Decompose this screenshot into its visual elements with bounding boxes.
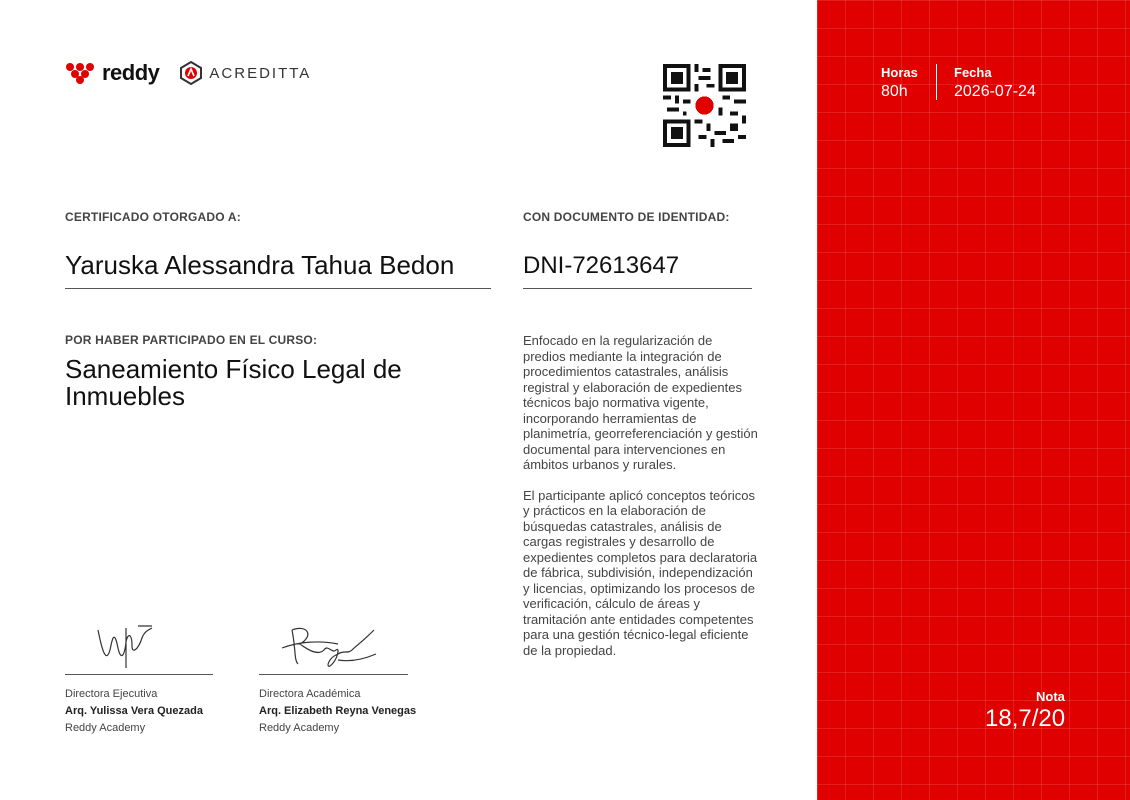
- description-paragraph-1: Enfocado en la regularización de predios mediante la integración de procedimientos catastrales, análisis registral y elaboración de expedientes técnicos bajo normativa vigente, incorporando herramientas de planimetría, georreferenciación y gestión documental para intervenciones en ámbitos urbanos y rurales.: [523, 333, 758, 472]
- signature-block-2: [259, 686, 416, 737]
- hours-value: 80h: [881, 83, 908, 100]
- hours-label: Horas: [881, 65, 918, 80]
- grade-label: Nota: [1036, 689, 1065, 704]
- signature-org-2: Reddy Academy: [259, 722, 340, 734]
- acreditta-logo-text: ACREDITTA: [209, 64, 312, 82]
- document-underline: [523, 288, 752, 289]
- signature-role-1: Directora Ejecutiva: [65, 688, 158, 700]
- course-label: POR HABER PARTICIPADO EN EL CURSO:: [65, 333, 318, 347]
- signature-name-1: Arq. Yulissa Vera Quezada: [65, 705, 203, 717]
- reddy-logo-text: reddy: [102, 60, 160, 85]
- signature-line-2: [259, 674, 408, 675]
- signature-org-1: Reddy Academy: [65, 722, 146, 734]
- acreditta-logo: [179, 61, 311, 85]
- document-value: DNI-72613647: [523, 252, 680, 279]
- grade-value: 18,7/20: [985, 705, 1066, 732]
- date-value: 2026-07-24: [954, 83, 1036, 100]
- course-description: [523, 333, 758, 673]
- reddy-logo-icon: [64, 61, 96, 85]
- course-title: [65, 356, 485, 410]
- signature-image-2: [278, 620, 380, 672]
- date-label: Fecha: [954, 65, 992, 80]
- logo-bar: [64, 60, 311, 86]
- signature-name-2: Arq. Elizabeth Reyna Venegas: [259, 705, 417, 717]
- signature-image-1: [92, 620, 162, 672]
- recipient-name: Yaruska Alessandra Tahua Bedon: [65, 250, 455, 280]
- acreditta-logo-icon: [179, 61, 203, 85]
- description-paragraph-2: El participante aplicó conceptos teóricos y prácticos en la elaboración de búsquedas catastrales, análisis de cargas registrales y desarrollo de expedientes completos para declaratoria de fábrica, subdivisión, independización y licencias, optimizando los procesos de verificación, cálculo de áreas y tramitación ante entidades competentes para una gestión técnico-legal eficiente de la propiedad.: [523, 487, 758, 658]
- course-title-line1: Saneamiento Físico Legal de: [65, 354, 402, 384]
- course-title-line2: Inmuebles: [65, 381, 185, 411]
- side-panel: [817, 0, 1130, 800]
- document-label: CON DOCUMENTO DE IDENTIDAD:: [523, 210, 730, 224]
- signature-line-1: [65, 674, 213, 675]
- recipient-underline: [65, 288, 491, 289]
- recipient-label: CERTIFICADO OTORGADO A:: [65, 210, 241, 224]
- signature-role-2: Directora Académica: [259, 688, 361, 700]
- qr-code[interactable]: [663, 64, 746, 147]
- signature-block-1: [65, 686, 203, 737]
- reddy-logo: [64, 60, 159, 86]
- side-divider: [936, 64, 937, 100]
